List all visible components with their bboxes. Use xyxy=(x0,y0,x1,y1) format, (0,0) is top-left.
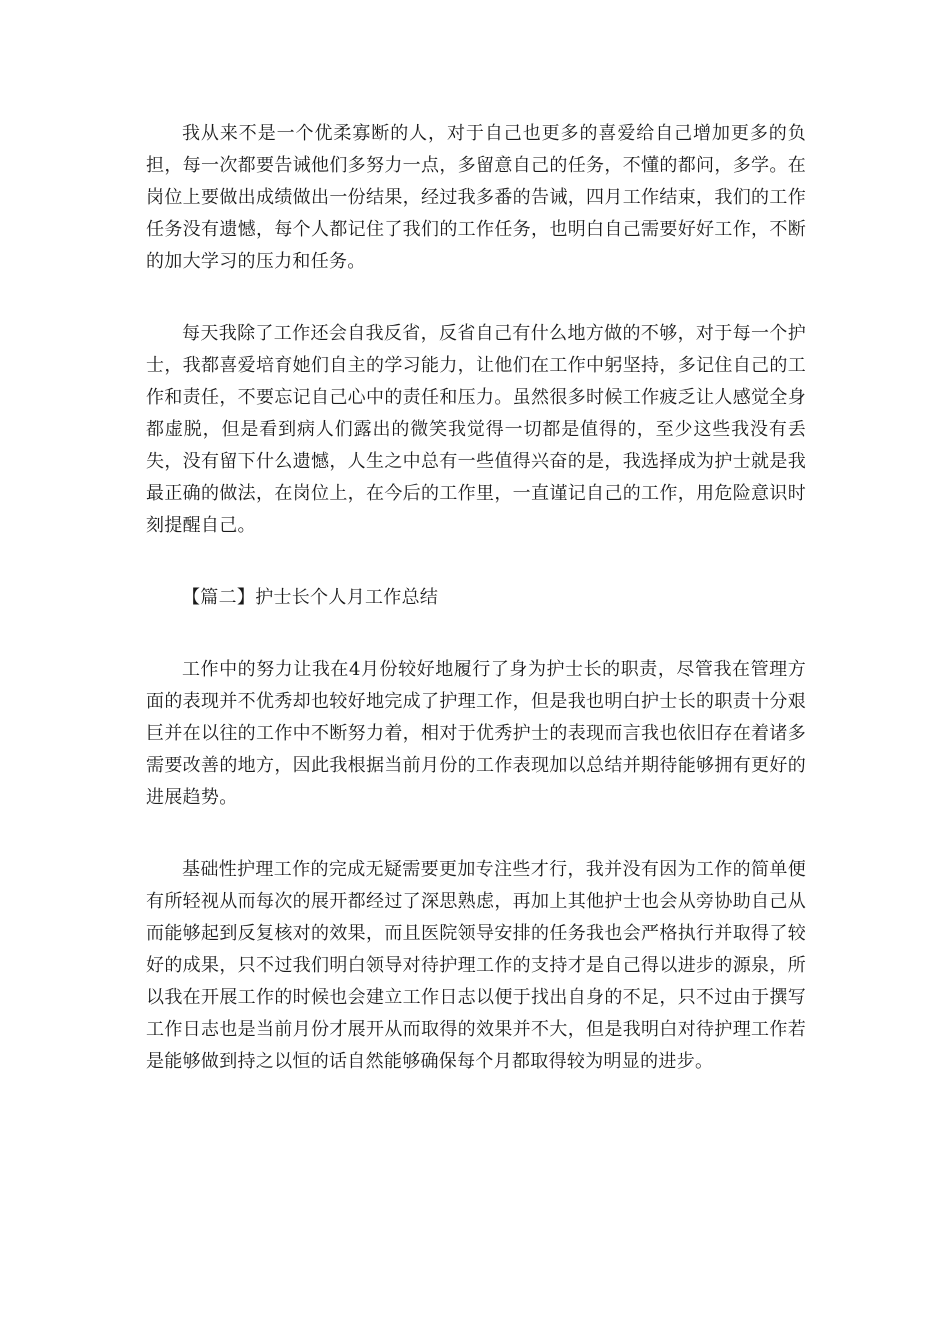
paragraph-1: 我从来不是一个优柔寡断的人，对于自己也更多的喜爱给自己增加更多的负担，每一次都要告诫他们多努力一点，多留意自己的任务，不懂的都问，多学。在岗位上要做出成绩做出一份结果，经过我多番的告诫，四月工作结束，我们的工作任务没有遗憾，每个人都记住了我们的工作任务，也明白自己需要好好工作，不断的加大学习的压力和任务。 xyxy=(146,123,806,272)
paragraph-3: 工作中的努力让我在4月份较好地履行了身为护士长的职责，尽管我在管理方面的表现并不优秀却也较好地完成了护理工作，但是我也明白护士长的职责十分艰巨并在以往的工作中不断努力着，相对于优秀护士的表现而言我也依旧存在着诸多需要改善的地方，因此我根据当前月份的工作表现加以总结并期待能够拥有更好的进展趋势。 xyxy=(146,659,806,808)
document-body xyxy=(146,118,806,1118)
section-heading: 【篇二】护士长个人月工作总结 xyxy=(182,587,439,608)
paragraph-2: 每天我除了工作还会自我反省，反省自己有什么地方做的不够，对于每一个护士，我都喜爱培育她们自主的学习能力，让他们在工作中躬坚持，多记住自己的工作和责任，不要忘记自己心中的责任和压力。虽然很多时候工作疲乏让人感觉全身都虚脱，但是看到病人们露出的微笑我觉得一切都是值得的，至少这些我没有丢失，没有留下什么遗憾，人生之中总有一些值得兴奋的是，我选择成为护士就是我最正确的做法，在岗位上，在今后的工作里，一直谨记自己的工作，用危险意识时刻提醒自己。 xyxy=(146,323,806,536)
paragraph-4: 基础性护理工作的完成无疑需要更加专注些才行，我并没有因为工作的简单便有所轻视从而每次的展开都经过了深思熟虑，再加上其他护士也会从旁协助自己从而能够起到反复核对的效果，而且医院领导安排的任务我也会严格执行并取得了较好的成果，只不过我们明白领导对待护理工作的支持才是自己得以进步的源泉，所以我在开展工作的时候也会建立工作日志以便于找出自身的不足，只不过由于撰写工作日志也是当前月份才展开从而取得的效果并不大，但是我明白对待护理工作若是能够做到持之以恒的话自然能够确保每个月都取得较为明显的进步。 xyxy=(146,859,806,1072)
